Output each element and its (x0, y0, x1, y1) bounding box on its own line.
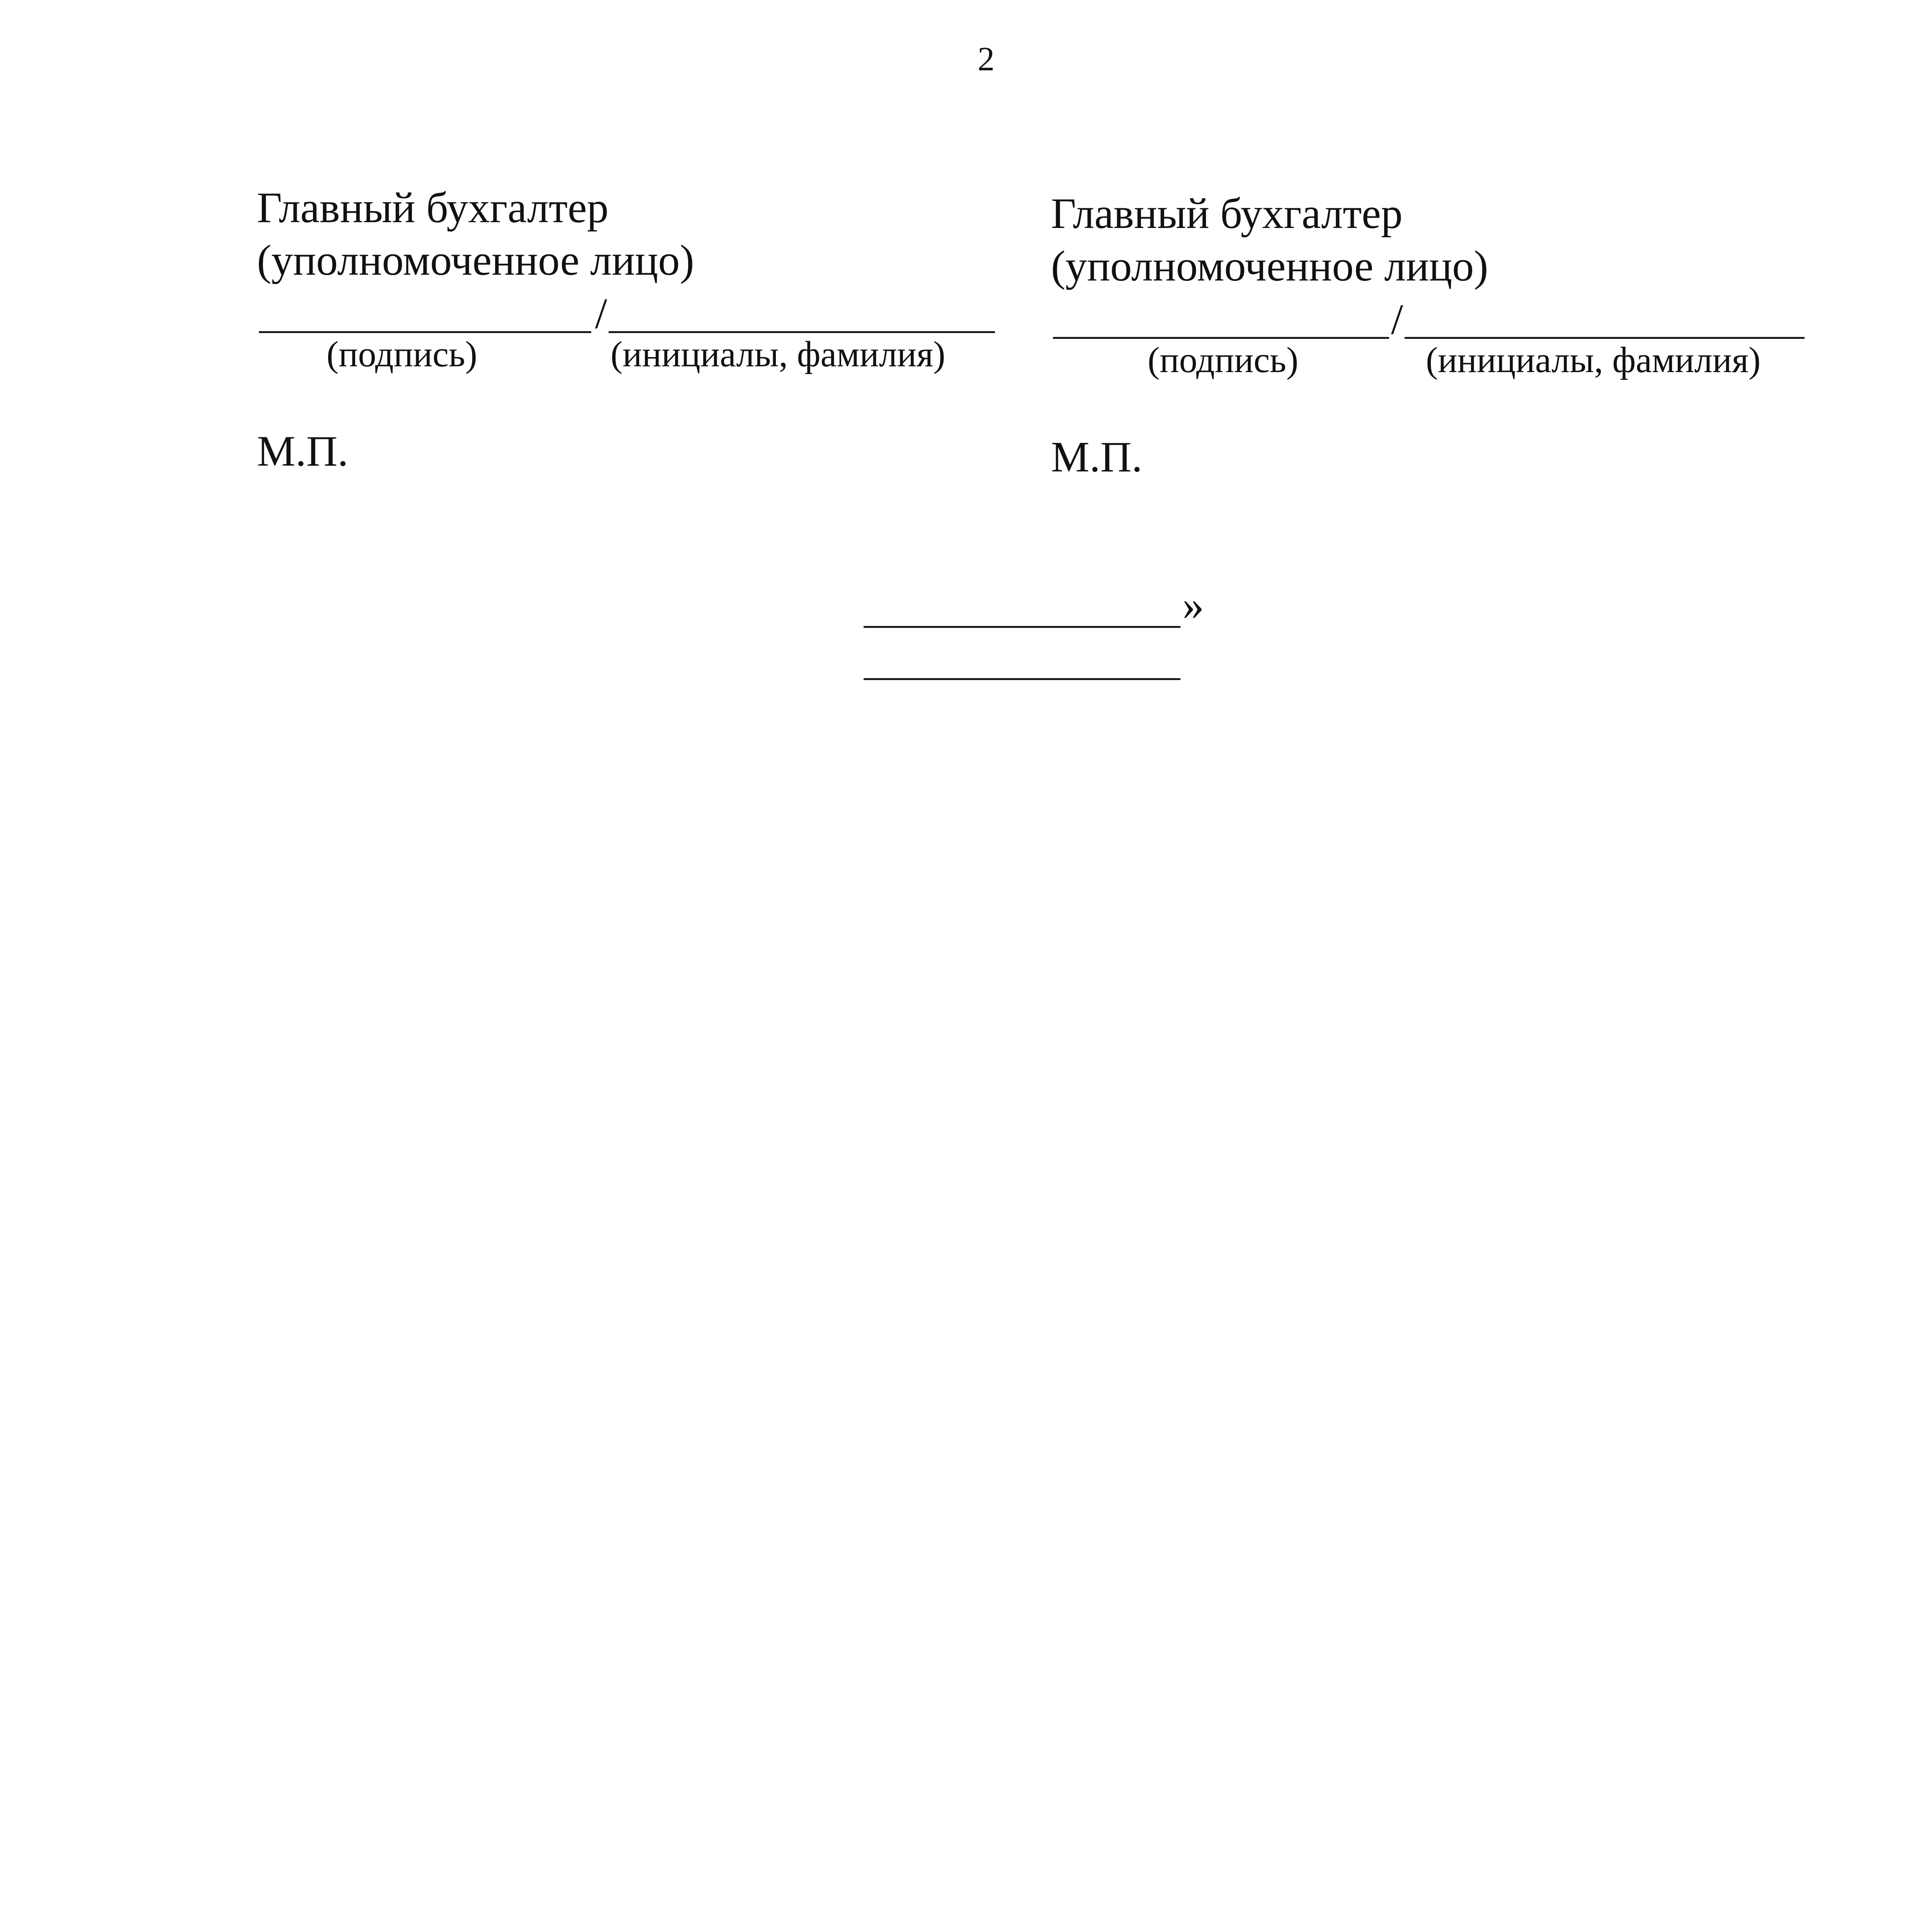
caption-name: (инициалы, фамилия) (611, 334, 946, 374)
caption-signature: (подпись) (1148, 340, 1299, 380)
signature-line (257, 290, 1010, 338)
role-title: Главный бухгалтер (1051, 190, 1403, 238)
signature-separator: / (1391, 296, 1403, 344)
signature-separator: / (595, 290, 607, 338)
signature-block-right (1051, 187, 1804, 479)
caption-name: (инициалы, фамилия) (1426, 340, 1761, 380)
role-subtitle: (уполномоченное лицо) (257, 236, 694, 284)
stamp-placeholder: М.П. (257, 427, 349, 475)
signature-block-left (257, 182, 1010, 473)
signature-line (1051, 296, 1804, 344)
signature-captions (1051, 339, 1804, 378)
date-closing-quote: » (1182, 581, 1204, 629)
page-number: 2 (978, 41, 995, 78)
role-title: Главный бухгалтер (257, 184, 609, 232)
stamp-placeholder: М.П. (1051, 433, 1143, 481)
caption-signature: (подпись) (327, 334, 478, 374)
date-blank (864, 583, 1211, 699)
date-month-field[interactable] (864, 678, 1180, 680)
signature-captions (257, 333, 1010, 372)
date-day-field[interactable] (864, 626, 1180, 628)
role-subtitle: (уполномоченное лицо) (1051, 242, 1488, 290)
